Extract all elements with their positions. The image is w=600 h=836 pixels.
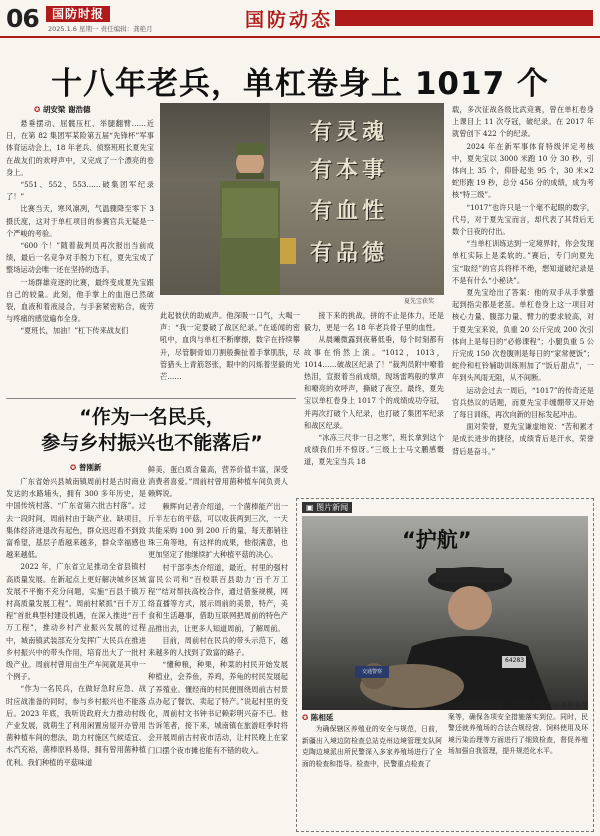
lead-photo — [160, 103, 444, 295]
second-column-2 — [148, 464, 288, 832]
paper-logo: 国防时报 — [46, 6, 110, 22]
second-headline-line1: “作为一名民兵， — [79, 406, 225, 428]
soldier-figure — [160, 103, 444, 295]
photo-news-caption-right — [448, 700, 588, 828]
second-byline-text: 曾刚新 — [78, 463, 102, 472]
lead-photo-caption: 夏先宝获奖 — [404, 298, 435, 305]
lead-column-4 — [452, 104, 594, 500]
paragraph: 鲜美，蛋白质含量高，营养价值丰富，深受消费者喜爱。”周前村曾用菌种植车间负责人赖辉说。 — [148, 465, 288, 499]
paragraph: 为确保辖区养殖业的安全与规范，日前，新疆出入境边防检查总站克州边境管理支队阿克陶边境派出所民警深入多家养殖场进行了全面的检查和指导。检查中，民警重点检查了 — [302, 725, 442, 768]
issue-meta: 2025.1.6 星期一 责任编辑：龚艳月 — [48, 25, 153, 33]
lead-column-1 — [6, 118, 154, 386]
paragraph: 2024 年在新军事体育特级评定考核中，夏先宝以 3000 米跑 10 分 30 秒，引体向上 35 个，仰卧起坐 95 个，30 米×2 蛇形跑 19 秒，总分 456 分的成绩，成为考核“特三级”。 — [452, 141, 594, 200]
lead-column-2 — [160, 310, 300, 382]
second-headline — [6, 404, 298, 456]
lead-column-3 — [304, 310, 444, 490]
camera-icon: ▣ — [306, 503, 317, 512]
paragraph: 接下来的挑战，拼的不止是体力，还是毅力，更是一名 18 年老兵骨子里的血性。 — [304, 311, 444, 333]
photo-news-byline — [302, 712, 333, 723]
section-title: 国防动态 — [245, 9, 334, 31]
star-icon: ✪ — [34, 105, 43, 114]
officer-figure — [302, 516, 588, 710]
divider — [6, 398, 296, 399]
paragraph: 目前，周前村在民兵的带头示范下，越来越多的人找到了致富的路子。 — [148, 635, 288, 658]
paragraph: 面对荣誉，夏先宝谦虚地说：“苦和累才是成长进步的捷径，成绩背后是汗水，荣誉背后是奋斗。” — [452, 422, 594, 456]
paragraph: 一场群雄竞逐的比赛，最终变成夏先宝跟自己的较量。此刻，他手掌上的血泡已然破裂，血液和着液浸合，与手套紧密粘合，疲劳与疼痛的感觉遍布全身。 — [6, 277, 154, 324]
badge-number: 64283 — [505, 657, 525, 664]
lead-headline: 十八年老兵，单杠卷身上 1017 个 — [51, 66, 549, 102]
paragraph: 广东省始兴县城南镇周前村是古时商业发达的水路埔头，拥有 300 多年历史，是中国传统村落、“广东省第六批古村落”。过去一段时间，周前村由于缺产业、缺项目，集体经济进退改有起色，群众迟迟看不到致富希望，基层子盾越来越多，群众幸福感也越来越低。 — [6, 477, 146, 560]
second-byline — [70, 462, 101, 473]
photo-news-tag — [302, 502, 352, 513]
wall-text-1: 有灵魂 — [310, 119, 389, 145]
paragraph: 从晨曦微露到夜幕低垂，每个时刻都有故事在悄然上演。“1012，1013，1014……破战区纪录了！”裁判员附中嘹着热泪，宣报着当前成绩，现场雷鸣般的掌声和嘹亮的欢呼声，撕破了夜空。最终，夏先宝以单杠卷身上 1017 个的成绩成功夺冠，并再次打破个人纪录，也打破了集团军纪录和战区纪录。 — [304, 335, 444, 430]
wall-text-4: 有品德 — [310, 240, 389, 266]
paragraph: 运动会过去一周后，“1017”的传奇还是官兵热议的话题，而夏先宝手缠绷带又开始了每日训练，再次向新的目标发起冲击。 — [452, 385, 594, 420]
paragraph: 村干部李杰介绍道，最近，村里的强村富民公司和“百校联百县助力‘百千万工程’”结对帮扶高校合作，通过借鉴规模，网络直播等方式，展示周前的美景，特产，美食和生活趣事，借助互联网把周前的特色产品推出去，让更多人知道周前，了解周前。 — [148, 562, 288, 633]
paragraph: “600 个！”随着裁判员再次报出当前成绩，最后一名竞争对手脱力下杠，夏先宝成了整场运动会唯一还在坚持的选手。 — [6, 241, 154, 275]
paragraph: 夏先宝给出了答案：他的双手从手掌蹙起到指尖都是老茧。单杠卷身上这一项目对核心力量、腹部力量、臂力的要求较高，对于夏先宝来说，负重 20 公斤完成 200 次引体向上是每日的“必修课程”；小腿负重 5 公斤完成 150 次卷腹则是每日的“家常便饭”；蛇伶和杠铃辅助训练则加了“饭后甜点”，一年到头风雨无阻，从不间断。 — [452, 288, 594, 383]
photo-news-title: “护航” — [402, 528, 472, 552]
paragraph: “懂种粮，种果，种菜的村民开始发展种植业，会养鱼，养鸡，养龟的村民发展起了养殖业。懂经商的村民便围绕周前古村景点办起了餐饮、卖起了特产。”说起村里的变化，周前村文书钟书记赖彩明兴奋不已。他告诉笔者，接下来，城南镇在旅游旺季时将会开展周前古村夜市活动，让村民晚上在家门口摆个夜市摊也能有不错的收入。 — [148, 660, 288, 755]
photo-news-byline-text: 陈相延 — [310, 713, 334, 722]
lead-byline-text: 胡安梁 谢浩德 — [42, 105, 91, 114]
photo-news-tag-label: 图片新闻 — [316, 503, 349, 512]
photo-news-image — [302, 516, 588, 710]
paragraph: 赖辉向记者介绍道，一个菌棒能产出一斤半左右的平菇，可以收获两到三次，一天共能采购 100 到 200 斤的量，每天都销往珠三角等地，有这样的成果，他很满意，也更加坚定了他继续扩大种植平菇的决心。 — [148, 501, 288, 560]
photo-news-caption-left — [302, 724, 442, 828]
paragraph: 2022 年，广东省立足推动全省县镇村高质量发展。在新起点上更好解决城乡区域发展不平衡不充分问题，实施“百县千镇万村高质量发展工程”。周前村紧抓“百千万工程”首批典型村建设机遇，在深入推进“百千万工程”，推动乡村产业振兴发展的过程中，城南镇武装部充分发挥广大民兵在推进乡村振兴中的带头作用，培育出大了一批村级产业。周前村曾用亩生产车间就是其中一个例子。 — [6, 562, 146, 682]
second-column-1 — [6, 476, 146, 832]
header-rule — [0, 36, 600, 38]
paragraph: 比赛当天，寒风凛冽，气温骤降至零下 3 摄氏度，这对于单杠项目的参赛官兵无疑是一个严峻的考验。 — [6, 204, 154, 238]
second-headline-line2: 参与乡村振兴也不能落后” — [41, 432, 263, 454]
wall-text-3: 有血性 — [310, 198, 389, 224]
paragraph: “夏班长，加油！”杠下传来战友们 — [20, 326, 129, 336]
paragraph: 载，多次征战各级比武竞赛，曾在单杠卷身上课目上 11 次夺冠，破纪录。在 2017 年就曾创下 422 个的纪录。 — [452, 105, 594, 139]
lead-byline — [34, 104, 91, 115]
paragraph: 悬垂摆动、屈髋压杠、举腿翻臂……近日，在第 82 集团军某险第五届“先锋杯”军事体育运动会上，18 年老兵、侦察班班长夏先宝在战友们的欢呼声中，又完成了一个漂亮的卷身上。 — [6, 119, 154, 177]
section-color-bar — [335, 10, 593, 26]
paragraph: “冰冻三尺非一日之寒”，班长拿到这个成绩我们并不惊讶。”三级上士马文鹏感慨道，夏先宝当兵 18 — [304, 433, 444, 467]
star-icon: ✪ — [70, 463, 79, 472]
star-icon: ✪ — [302, 713, 311, 722]
paragraph: 此起彼伏的助威声。他深吸一口气，大喝一声：“我一定要破了战区纪录。”在遥闻的密吼中，血肉与单杠不断摩擦，数字在持续攀升，尽管胴骨如刀割般撕扯着手掌肌肤，尽管猎头上青筋怒张，眼中的闪烁着坚毅的光芒…… — [160, 311, 300, 382]
paragraph: “551、552、553……破集团军纪录了！” — [6, 180, 154, 202]
paragraph: 养殖场的基础设施、安全生产制度以及应急预案等，确保各项安全措施落实到位。同时，民警还就养殖场的合法合规经营、饲料使用及环境污染治理等方面进行了细致检查，督促养殖场加强自我管理，提升规范化水平。 — [448, 701, 588, 755]
paragraph: “当单杠训练达到一定境界时，你会发现单杠实际上是柔软的。”赛后，专门向夏先宝“取经”的官兵将样不绝，想知道破纪录是不是有什么“小秘诀”。 — [452, 239, 594, 285]
paragraph: “作为一名民兵，在做好急时应急、战时应战准备的同时，参与乡村振兴也不能落后。2023 年底，我听说政府大力推动村级产业发展，就萌生了利用闲置房屋开办曾用菌种植车间的想法，助力村施区气候适宜、水汽充裕，菌棒原料易得，拥有曾用菌种植优利。我们种植的平菇味道 — [6, 684, 146, 767]
wall-text-2: 有本事 — [310, 157, 389, 183]
police-patch: 交通警察 — [355, 666, 389, 678]
paragraph: “1017”也许只是一个毫不起眼的数字，代号，对于夏先宝而言，却代表了其背后无数个日夜的付出。 — [452, 202, 594, 237]
page-number: 06 — [6, 4, 39, 33]
